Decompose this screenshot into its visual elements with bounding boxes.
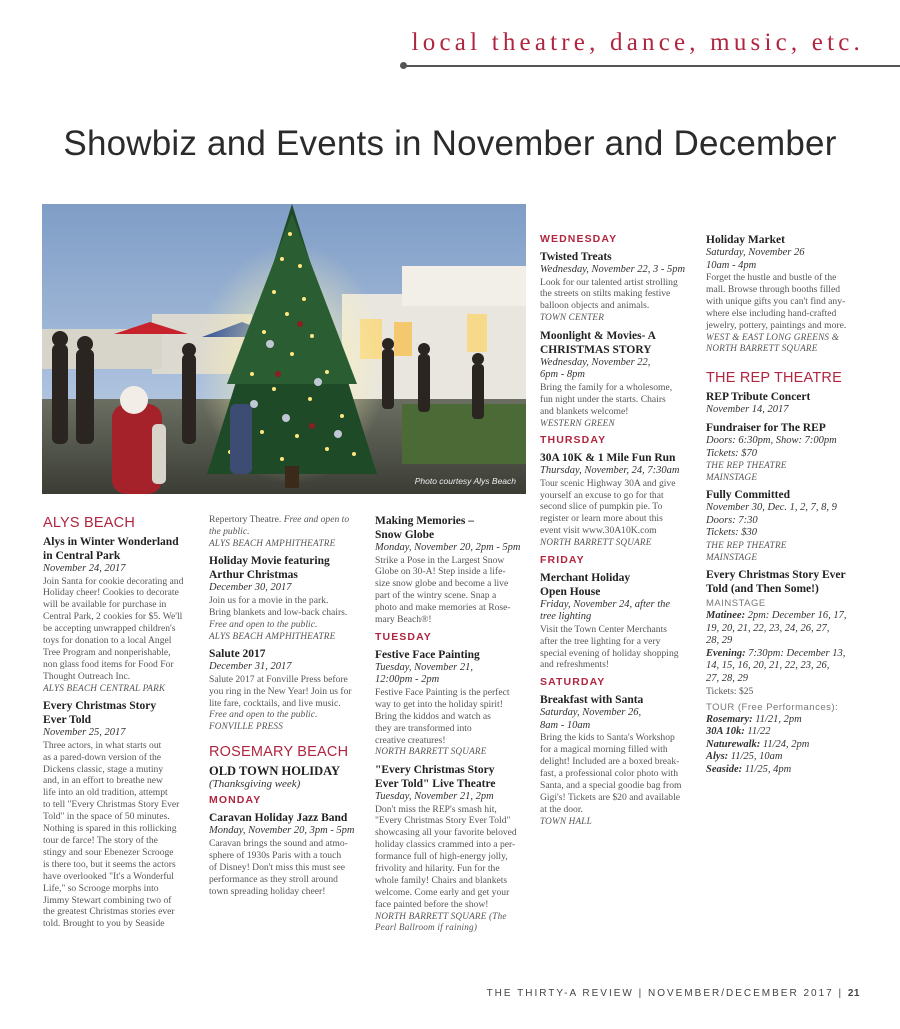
event bbox=[540, 693, 690, 827]
event-date: Saturday, November 26, 8am - 10am bbox=[540, 707, 642, 731]
event-continuation: Repertory Theatre. Free and open to the public. bbox=[209, 514, 350, 537]
section-tag: local theatre, dance, music, etc. bbox=[411, 29, 864, 56]
day-heading: THURSDAY bbox=[540, 434, 607, 447]
event bbox=[209, 811, 359, 897]
event bbox=[706, 568, 861, 777]
column-alys-rosemary bbox=[209, 514, 359, 902]
event-location: NORTH BARRETT SQUARE bbox=[540, 537, 652, 548]
event-description: Three actors, in what starts out as a pared-down version of the Dickens classic, stage a mutiny and, in an effort to breathe new life into an old tradition, attempt to tell "Every Christmas Story Ever Told" in the space of 50 minutes. Nothing is spared in this rollicking tour de farce! The story of the stingy and sour Ebenezer Scrooge is there too, but it seems the actors have overlooked "It's a Wonderful Life," so Scrooge morphs into Jimmy Stewart combining two of the greatest Christmas stories ever told. Brought to you by Seaside bbox=[43, 739, 180, 930]
event-date: November 14, 2017 bbox=[706, 403, 789, 415]
event-description: Caravan brings the sound and atmo- sphere of 1930s Paris with a touch of Disney! Don't miss this must see performance as they stroll around town spreading holiday cheer! bbox=[209, 837, 348, 897]
event-date: Tuesday, November 21, 12:00pm - 2pm bbox=[375, 661, 473, 686]
event-description: Festive Face Painting is the perfect way to get into the holiday spirit! Bring the kiddos and watch as they are transformed into creative creatures! bbox=[375, 686, 510, 746]
event-title: Twisted Treats bbox=[540, 251, 612, 263]
event-location: ALYS BEACH CENTRAL PARK bbox=[43, 682, 166, 693]
event-description: Join Santa for cookie decorating and Holiday cheer! Cookies to decorate will be available for purchase in Central Park, 2 cookies for $5. We'll be accepting unwrapped children's toys for donation to a local Angel Tree Program and nonperishable, non glass food items for Food For Thought Outreach Inc. bbox=[43, 575, 184, 682]
event-title: "Every Christmas Story Ever Told" Live Theatre bbox=[375, 764, 496, 791]
event bbox=[375, 648, 525, 758]
event-date: December 30, 2017 bbox=[209, 582, 292, 594]
event-date: Wednesday, November 22, 6pm - 8pm bbox=[540, 356, 651, 381]
column-rep-theatre bbox=[706, 233, 861, 782]
event-title: Every Christmas Story Ever Told (and Then Some!) bbox=[706, 569, 846, 596]
matinee-schedule: Matinee: 2pm: December 16, 17, 19, 20, 21, 22, 23, 24, 26, 27, 28, 29 bbox=[706, 610, 847, 647]
header-rule bbox=[404, 65, 900, 67]
footer-publication: THE THIRTY-A REVIEW | NOVEMBER/DECEMBER 2017 | bbox=[486, 988, 848, 999]
event-date: Thursday, November, 24, 7:30am bbox=[540, 465, 680, 477]
event-location: TOWN CENTER bbox=[540, 312, 605, 323]
event bbox=[209, 554, 359, 642]
event-description: Visit the Town Center Merchants after the tree lighting for a very special evening of holiday shopping and refreshments! bbox=[540, 623, 679, 671]
photo-illustration bbox=[42, 204, 526, 494]
venue-heading: ALYS BEACH bbox=[43, 515, 135, 531]
event-description: Look for our talented artist strolling the streets on stilts making festive balloon objects and animals. bbox=[540, 276, 678, 312]
event-location: WESTERN GREEN bbox=[540, 417, 615, 428]
day-heading: SATURDAY bbox=[540, 676, 606, 689]
column-weekday-events bbox=[540, 233, 690, 832]
tour-label: TOUR (Free Performances): bbox=[706, 701, 839, 713]
event-date: Tuesday, November 21, 2pm bbox=[375, 791, 494, 803]
event-date: Doors: 6:30pm, Show: 7:00pm Tickets: $70 bbox=[706, 435, 837, 459]
event bbox=[540, 250, 690, 324]
page-number: 21 bbox=[847, 988, 860, 999]
event-description: Forget the hustle and bustle of the mall. Browse through booths filled with unique gifts you can't find any- where else including hand-crafted jewelry, pottery, paintings and more. bbox=[706, 272, 847, 331]
event-location: NORTH BARRETT SQUARE bbox=[375, 746, 487, 757]
column-alys-beach bbox=[43, 514, 193, 935]
event-location: FONVILLE PRESS bbox=[209, 721, 283, 732]
venue-heading: ROSEMARY BEACH bbox=[209, 743, 349, 760]
event-description: Bring the kids to Santa's Workshop for a magical morning filled with delight! Included are a boxed break- fast, a professional color photo with Santa, and a special goodie bag from Gigi's! Tickets are $20 and available at the door. bbox=[540, 732, 682, 815]
event bbox=[540, 571, 690, 672]
event-date: November 30, Dec. 1, 2, 7, 8, 9 Doors: 7:30 Tickets: $30 bbox=[706, 502, 837, 539]
event-location: ALYS BEACH AMPHITHEATRE bbox=[209, 630, 336, 641]
event-description: Don't miss the REP's smash hit, "Every Christmas Story Ever Told" showcasing all your favorite beloved holiday classics crammed into a per- formance full of high-energy jolly, frivolity and hilarity. Fun for the whole family! Chairs and blankets welcome. Come early and get your face painted before the show! bbox=[375, 803, 517, 910]
event-date: November 24, 2017 bbox=[43, 563, 126, 574]
day-heading: FRIDAY bbox=[540, 553, 585, 566]
event-title: Holiday Market bbox=[706, 234, 785, 246]
ticket-price: Tickets: $25 bbox=[706, 685, 754, 697]
event-description: Salute 2017 at Fonville Press before you ring in the New Year! Join us for lite fare, cocktails, and live music. Free and open to the public. bbox=[209, 673, 352, 721]
event bbox=[706, 488, 861, 563]
old-town-holiday-title: OLD TOWN HOLIDAY bbox=[209, 763, 341, 778]
event bbox=[706, 233, 861, 355]
event-description: Strike a Pose in the Largest Snow Globe on 30-A! Step inside a life- size snow globe and become a live part of the wintry scene. Snap a photo and make memories at Rose- mary Beach®! bbox=[375, 554, 511, 626]
event-location: THE REP THEATRE MAINSTAGE bbox=[706, 539, 787, 562]
event bbox=[706, 421, 861, 483]
event-title: Breakfast with Santa bbox=[540, 694, 644, 707]
event-location: WEST & EAST LONG GREENS & NORTH BARRETT SQUARE bbox=[706, 331, 840, 354]
event-title: Every Christmas Story Ever Told bbox=[43, 700, 157, 727]
event-date: November 25, 2017 bbox=[43, 727, 126, 739]
event bbox=[540, 329, 690, 429]
event-date: Wednesday, November 22, 3 - 5pm bbox=[540, 264, 686, 275]
tour-schedule: Rosemary: 11/21, 2pm 30A 10k: 11/22 Naturewalk: 11/24, 2pm Alys: 11/25, 10am Seaside: 11/25, 4pm bbox=[706, 713, 810, 776]
event-title: Moonlight & Movies- A CHRISTMAS STORY bbox=[540, 329, 656, 356]
event-location: THE REP THEATRE MAINSTAGE bbox=[706, 460, 787, 482]
event-date: December 31, 2017 bbox=[209, 661, 292, 673]
event-title: Fully Committed bbox=[706, 489, 791, 502]
day-heading: WEDNESDAY bbox=[540, 233, 618, 245]
event-date: Monday, November 20, 3pm - 5pm bbox=[209, 825, 355, 837]
event-title: Caravan Holiday Jazz Band bbox=[209, 812, 348, 825]
event-title: 30A 10K & 1 Mile Fun Run bbox=[540, 452, 676, 465]
photo-credit: Photo courtesy Alys Beach bbox=[414, 476, 516, 486]
event bbox=[209, 647, 359, 733]
event-title: Alys in Winter Wonderland in Central Park bbox=[43, 536, 179, 562]
event-date: Friday, November 24, after the tree lighting bbox=[540, 598, 671, 623]
page-title: Showbiz and Events in November and December bbox=[63, 124, 837, 163]
event-description: Join us for a movie in the park. Bring blankets and low-back chairs. Free and open to the public. bbox=[209, 594, 348, 630]
event-description: Bring the family for a wholesome, fun night under the starts. Chairs and blankets welcome! bbox=[540, 381, 673, 417]
old-town-holiday-subtitle: (Thanksgiving week) bbox=[209, 777, 301, 790]
event-title: Salute 2017 bbox=[209, 648, 266, 661]
page-footer bbox=[487, 988, 860, 999]
event bbox=[540, 451, 690, 549]
event bbox=[706, 390, 861, 417]
evening-schedule: Evening: 7:30pm: December 13, 14, 15, 16, 20, 21, 22, 23, 26, 27, 28, 29 bbox=[706, 647, 846, 685]
event-description: Tour scenic Highway 30A and give yourself an excuse to go for that second slice of pumpkin pie. To register or learn more about this event visit www.30A10K.com bbox=[540, 477, 676, 537]
event-title: Fundraiser for The REP bbox=[706, 422, 826, 435]
event bbox=[43, 699, 193, 930]
event-title: Merchant Holiday Open House bbox=[540, 571, 631, 598]
christmas-tree-photo bbox=[42, 204, 526, 494]
event-title: Making Memories – Snow Globe bbox=[375, 515, 475, 541]
event-title: Festive Face Painting bbox=[375, 648, 480, 661]
event-title: REP Tribute Concert bbox=[706, 390, 811, 403]
event bbox=[375, 763, 525, 934]
event-date: Saturday, November 26 10am - 4pm bbox=[706, 247, 805, 271]
event-date: Monday, November 20, 2pm - 5pm bbox=[375, 542, 521, 553]
day-heading: MONDAY bbox=[209, 794, 262, 807]
day-heading: TUESDAY bbox=[375, 630, 432, 643]
event-location: ALYS BEACH AMPHITHEATRE bbox=[209, 537, 336, 548]
column-rosemary-events bbox=[375, 514, 525, 939]
event bbox=[375, 514, 525, 626]
event-location: TOWN HALL bbox=[540, 815, 592, 826]
venue-heading: THE REP THEATRE bbox=[706, 369, 842, 386]
event-title: Holiday Movie featuring Arthur Christmas bbox=[209, 555, 330, 582]
event-location: NORTH BARRETT SQUARE (The Pearl Ballroom if raining) bbox=[375, 910, 507, 933]
stage-label: MAINSTAGE bbox=[706, 598, 766, 610]
event bbox=[43, 535, 193, 694]
